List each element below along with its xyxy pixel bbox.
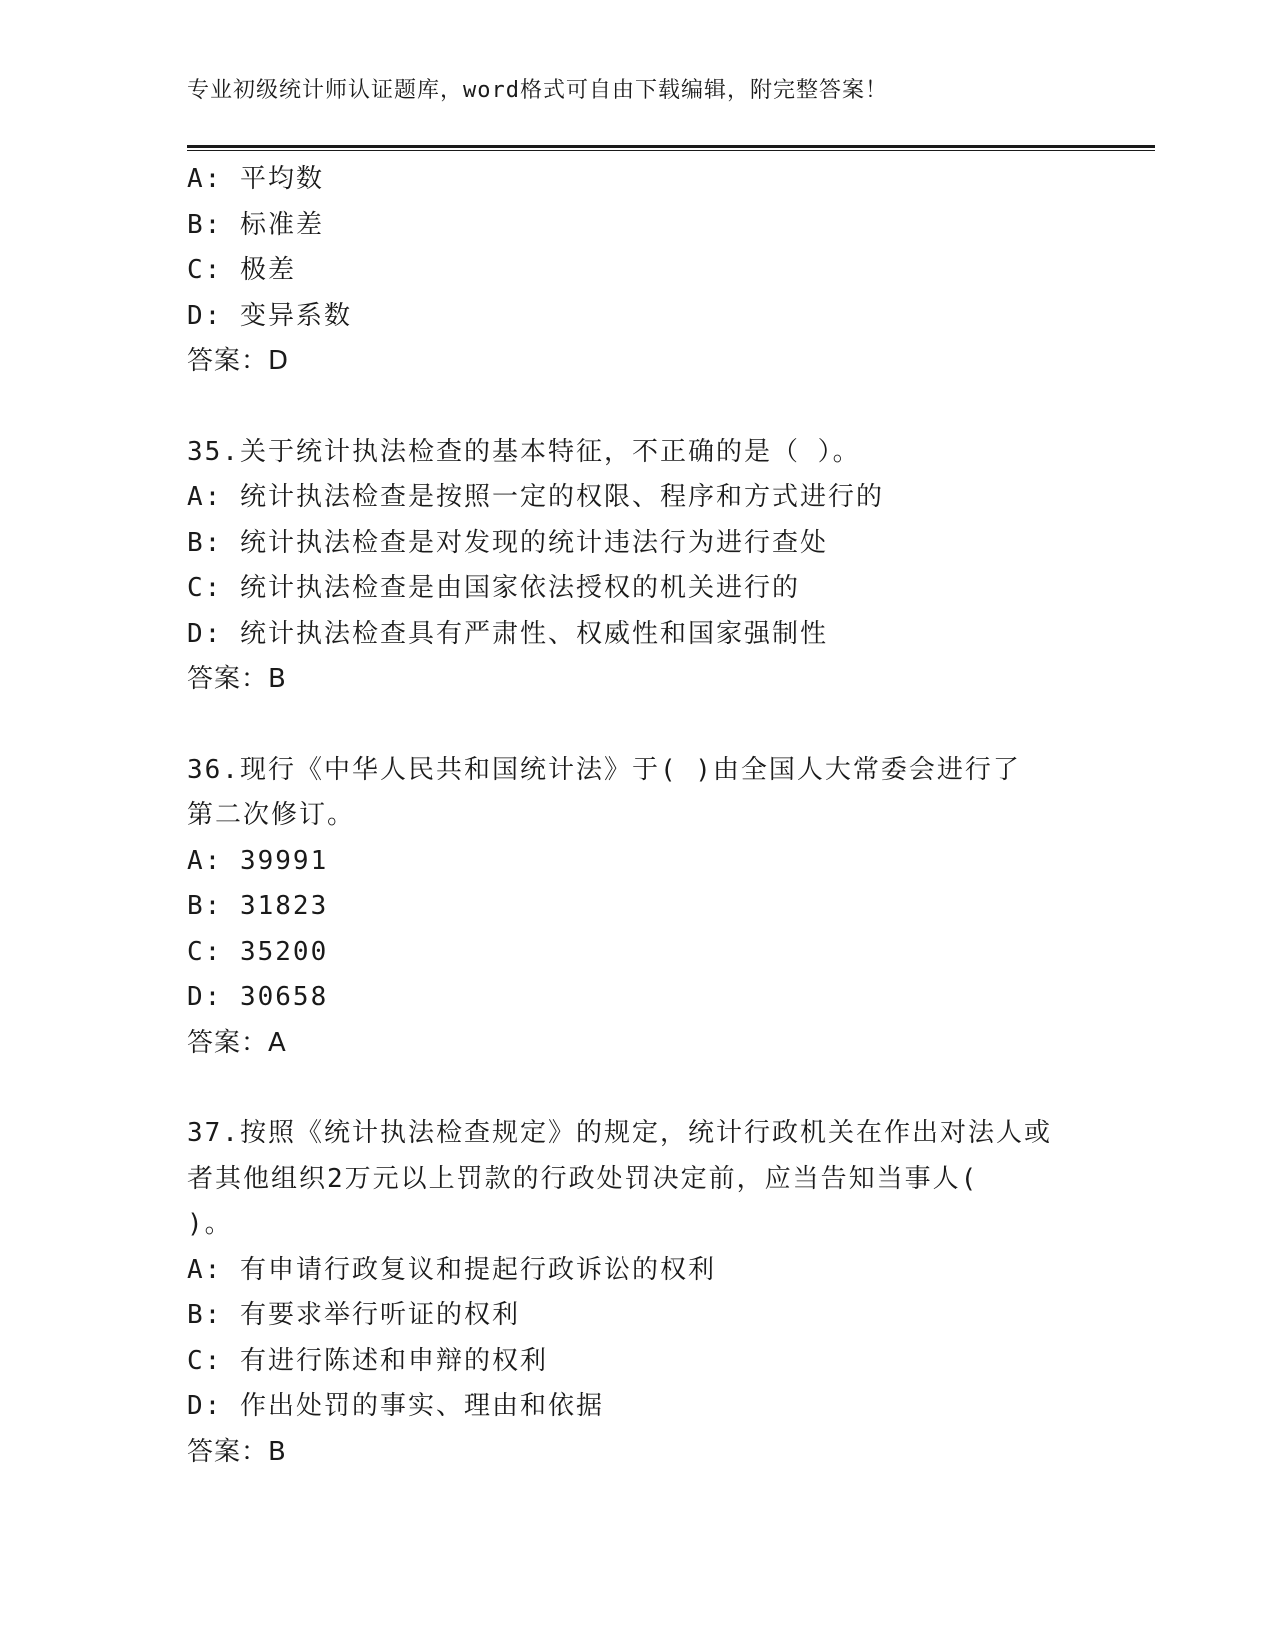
option-a: A: 有申请行政复议和提起行政诉讼的权利 — [187, 1254, 716, 1285]
question-block — [187, 430, 1087, 703]
option-b: B: 31823 — [187, 891, 329, 921]
question-stem-continued: 第二次修订。 — [187, 800, 356, 830]
question-stem: 37.按照《统计执法检查规定》的规定，统计行政机关在作出对法人或 — [187, 1118, 1052, 1148]
answer-line: 答案：D — [187, 346, 290, 376]
option-c: C: 35200 — [187, 936, 329, 967]
question-block — [187, 748, 1087, 1067]
answer-line: 答案：A — [187, 1027, 287, 1058]
question-stem-continued: )。 — [187, 1209, 233, 1239]
question-block — [187, 157, 1087, 385]
option-d: D: 统计执法检查具有严肃性、权威性和国家强制性 — [187, 618, 828, 649]
option-c: C: 极差 — [187, 255, 296, 285]
option-a: A: 平均数 — [187, 164, 324, 194]
option-b: B: 有要求举行听证的权利 — [187, 1300, 520, 1330]
spacer — [187, 385, 1087, 430]
spacer — [187, 703, 1087, 748]
answer-line: 答案：B — [187, 664, 287, 694]
option-d: D: 30658 — [187, 982, 329, 1012]
header-rule-thin — [187, 150, 1155, 151]
header-text: 专业初级统计师认证题库，word格式可自由下载编辑，附完整答案！ — [187, 78, 888, 103]
option-b: B: 统计执法检查是对发现的统计违法行为进行查处 — [187, 527, 828, 558]
answer-line: 答案：B — [187, 1436, 287, 1467]
question-stem-continued: 者其他组织2万元以上罚款的行政处罚决定前，应当告知当事人( — [187, 1163, 979, 1194]
question-stem: 36.现行《中华人民共和国统计法》于( )由全国人大常委会进行了 — [187, 754, 1021, 785]
question-block — [187, 1111, 1087, 1475]
spacer — [187, 1066, 1087, 1111]
option-a: A: 统计执法检查是按照一定的权限、程序和方式进行的 — [187, 482, 884, 512]
option-d: D: 作出处罚的事实、理由和依据 — [187, 1391, 604, 1421]
option-c: C: 统计执法检查是由国家依法授权的机关进行的 — [187, 573, 800, 603]
option-c: C: 有进行陈述和申辩的权利 — [187, 1345, 548, 1376]
question-list — [187, 157, 1087, 1475]
question-stem: 35.关于统计执法检查的基本特征，不正确的是（ ）。 — [187, 436, 861, 467]
option-d: D: 变异系数 — [187, 300, 352, 331]
option-b: B: 标准差 — [187, 209, 324, 240]
option-a: A: 39991 — [187, 845, 329, 876]
header-rule-thick — [187, 145, 1155, 148]
